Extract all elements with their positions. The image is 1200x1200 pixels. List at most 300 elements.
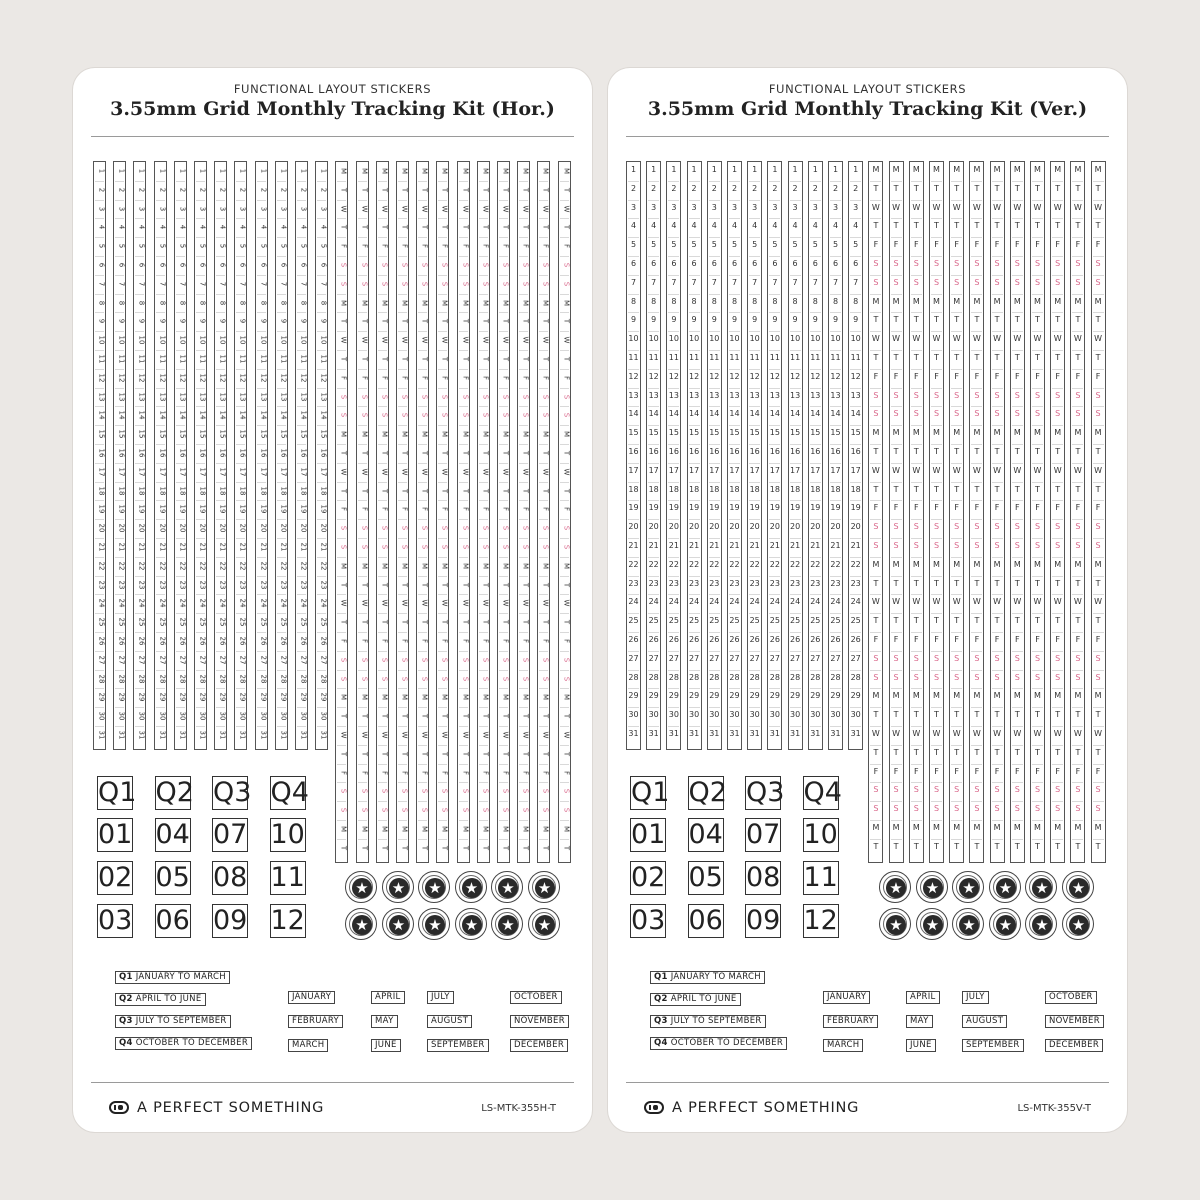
date-cell: 2: [691, 183, 697, 193]
cell-divider: [992, 275, 1003, 276]
weekday-cell: M: [339, 694, 348, 701]
date-cell: 23: [198, 580, 207, 590]
cell-divider: [317, 688, 326, 689]
cell-divider: [499, 651, 508, 652]
weekday-cell: T: [873, 353, 879, 362]
cell-divider: [135, 670, 144, 671]
cell-divider: [398, 688, 407, 689]
weekday-cell: T: [501, 751, 510, 756]
cell-divider: [499, 463, 508, 464]
cell-divider: [931, 839, 942, 840]
date-cell: 27: [749, 653, 760, 663]
cell-divider: [519, 218, 528, 219]
date-cell: 25: [628, 616, 639, 626]
cell-divider: [176, 444, 185, 445]
weekday-cell: M: [993, 691, 1001, 701]
date-cell: 9: [117, 319, 126, 324]
cell-divider: [911, 576, 922, 577]
cell-divider: [216, 670, 225, 671]
weekday-cell: S: [440, 262, 449, 268]
weekday-cell: F: [974, 371, 980, 381]
cell-divider: [398, 256, 407, 257]
date-cell: 27: [299, 655, 308, 665]
date-cell: 16: [238, 448, 247, 458]
cell-divider: [992, 294, 1003, 295]
bottom-divider: [626, 1082, 1109, 1083]
cell-divider: [709, 218, 720, 219]
cell-divider: [95, 557, 104, 558]
weekday-cell: T: [521, 845, 530, 850]
date-cell: 5: [752, 240, 758, 250]
date-cell: 26: [648, 635, 659, 644]
month-name-label: SEPTEMBER: [962, 1039, 1024, 1052]
cell-divider: [689, 557, 700, 558]
cell-divider: [337, 557, 346, 558]
month-name-label: MARCH: [823, 1039, 863, 1052]
cell-divider: [870, 500, 881, 501]
weekday-strip: [929, 161, 944, 863]
date-cell: 2: [299, 187, 308, 193]
month-number-label: 09: [213, 905, 248, 936]
weekday-cell: W: [521, 468, 530, 476]
cell-divider: [1052, 181, 1063, 182]
cell-divider: [628, 275, 639, 276]
cell-divider: [850, 707, 861, 708]
weekday-cell: W: [461, 599, 470, 607]
weekday-cell: T: [1055, 484, 1061, 494]
date-cell: 3: [178, 206, 187, 211]
cell-divider: [951, 764, 962, 765]
weekday-cell: S: [994, 672, 1000, 682]
weekday-cell: T: [521, 488, 530, 493]
cell-divider: [95, 331, 104, 332]
date-cell: 21: [830, 541, 841, 550]
date-cell: 31: [259, 730, 268, 740]
date-cell: 20: [668, 522, 679, 532]
date-cell: 25: [689, 616, 700, 626]
weekday-cell: T: [501, 620, 510, 625]
cell-divider: [257, 181, 266, 182]
cell-divider: [749, 557, 760, 558]
cell-divider: [1052, 726, 1063, 727]
cell-divider: [709, 406, 720, 407]
date-cell: 20: [790, 522, 801, 532]
weekday-cell: W: [1094, 597, 1103, 607]
weekday-cell: W: [1053, 334, 1062, 344]
cell-divider: [176, 463, 185, 464]
cell-divider: [115, 594, 124, 595]
cell-divider: [1052, 801, 1063, 802]
weekday-strip: [1070, 161, 1085, 863]
cell-divider: [1072, 482, 1083, 483]
date-cell: 2: [630, 183, 637, 193]
cell-divider: [115, 425, 124, 426]
weekday-cell: M: [461, 694, 470, 701]
cell-divider: [1032, 331, 1043, 332]
date-cell: 29: [158, 692, 167, 702]
cell-divider: [971, 237, 982, 238]
date-cell: 23: [769, 578, 780, 588]
date-cell: 3: [117, 206, 126, 211]
sheet-subtitle: FUNCTIONAL LAYOUT STICKERS: [768, 82, 967, 96]
cell-divider: [648, 557, 659, 558]
cell-divider: [459, 519, 468, 520]
cell-divider: [749, 576, 760, 577]
weekday-cell: F: [562, 770, 571, 775]
weekday-cell: T: [1055, 578, 1061, 588]
cell-divider: [931, 557, 942, 558]
date-cell: 5: [178, 243, 187, 249]
cell-divider: [317, 181, 326, 182]
cell-divider: [95, 369, 104, 370]
cell-divider: [479, 218, 488, 219]
cell-divider: [277, 576, 286, 577]
cell-divider: [378, 181, 387, 182]
weekday-cell: S: [1095, 785, 1101, 795]
date-cell: 1: [651, 165, 657, 174]
cell-divider: [479, 594, 488, 595]
date-cell: 4: [178, 225, 187, 230]
weekday-cell: F: [420, 244, 429, 249]
weekday-strip: [457, 161, 470, 863]
cell-divider: [709, 237, 720, 238]
date-cell: 19: [830, 503, 841, 513]
weekday-cell: F: [1055, 240, 1060, 250]
date-cell: 4: [711, 221, 717, 231]
date-cell: 3: [731, 202, 738, 212]
cell-divider: [1012, 275, 1023, 276]
date-cell: 18: [218, 486, 227, 496]
weekday-cell: T: [974, 183, 980, 193]
cell-divider: [1072, 500, 1083, 501]
cell-divider: [519, 331, 528, 332]
date-cell: 8: [97, 300, 106, 305]
weekday-cell: W: [1013, 729, 1022, 738]
weekday-cell: M: [872, 559, 880, 569]
weekday-cell: T: [420, 450, 429, 456]
cell-divider: [479, 613, 488, 614]
cell-divider: [378, 444, 387, 445]
star-icon: ★: [425, 878, 445, 898]
weekday-cell: M: [562, 562, 571, 569]
weekday-cell: F: [339, 507, 348, 512]
weekday-cell: M: [481, 694, 490, 701]
date-cell: 2: [218, 187, 227, 193]
cell-divider: [539, 256, 548, 257]
cell-divider: [499, 200, 508, 201]
cell-divider: [337, 670, 346, 671]
weekday-cell: W: [972, 465, 981, 475]
brand-name: [109, 1100, 324, 1116]
weekday-cell: F: [461, 638, 470, 644]
weekday-cell: T: [934, 447, 939, 456]
weekday-cell: M: [1013, 691, 1021, 701]
date-cell: 23: [259, 580, 268, 590]
weekday-cell: T: [501, 187, 510, 192]
cell-divider: [115, 331, 124, 332]
weekday-cell: S: [440, 789, 449, 794]
date-cell: 14: [259, 410, 268, 420]
weekday-cell: S: [1075, 390, 1081, 400]
weekday-cell: T: [521, 319, 530, 324]
date-cell: 28: [238, 674, 247, 684]
cell-divider: [257, 594, 266, 595]
weekday-cell: S: [933, 259, 940, 268]
weekday-cell: T: [501, 450, 510, 456]
weekday-cell: T: [541, 845, 550, 850]
cell-divider: [911, 331, 922, 332]
date-strip: [154, 161, 167, 750]
date-cell: 10: [97, 335, 106, 345]
cell-divider: [277, 369, 286, 370]
cell-divider: [519, 369, 528, 370]
cell-divider: [931, 294, 942, 295]
cell-divider: [176, 707, 185, 708]
cell-divider: [297, 425, 306, 426]
cell-divider: [358, 444, 367, 445]
cell-divider: [216, 237, 225, 238]
weekday-strip: [1091, 161, 1106, 863]
weekday-cell: T: [461, 620, 470, 625]
cell-divider: [1012, 670, 1023, 671]
cell-divider: [992, 256, 1003, 257]
date-cell: 13: [769, 390, 780, 400]
cell-divider: [971, 670, 982, 671]
date-cell: 29: [279, 692, 288, 702]
cell-divider: [499, 350, 508, 351]
quarter-range-label: [115, 993, 206, 1006]
date-cell: 1: [792, 165, 798, 174]
date-cell: 28: [259, 674, 268, 684]
cell-divider: [769, 312, 780, 313]
date-cell: 9: [752, 315, 758, 325]
weekday-strip: [969, 161, 984, 863]
weekday-cell: S: [873, 785, 879, 795]
cell-divider: [1093, 444, 1104, 445]
cell-divider: [236, 256, 245, 257]
cell-divider: [1032, 670, 1043, 671]
cell-divider: [277, 538, 286, 539]
weekday-cell: S: [380, 262, 389, 268]
cell-divider: [459, 181, 468, 182]
cell-divider: [1072, 726, 1083, 727]
date-cell: 2: [671, 183, 677, 193]
date-cell: 22: [158, 561, 167, 571]
cell-divider: [870, 801, 881, 802]
cell-divider: [931, 500, 942, 501]
cell-divider: [196, 576, 205, 577]
star-icon: ★: [923, 878, 943, 898]
date-cell: 1: [832, 165, 839, 174]
weekday-cell: F: [994, 371, 1000, 381]
cell-divider: [790, 350, 801, 351]
cell-divider: [911, 651, 922, 652]
cell-divider: [870, 707, 881, 708]
date-cell: 24: [749, 597, 760, 607]
cell-divider: [479, 444, 488, 445]
weekday-cell: S: [1034, 277, 1041, 287]
weekday-cell: W: [380, 336, 389, 344]
cell-divider: [729, 594, 740, 595]
date-cell: 30: [648, 710, 659, 720]
cell-divider: [870, 218, 881, 219]
cell-divider: [1032, 538, 1043, 539]
weekday-cell: T: [420, 620, 429, 625]
date-cell: 28: [709, 672, 720, 682]
cell-divider: [216, 444, 225, 445]
date-cell: 17: [689, 465, 700, 475]
weekday-cell: T: [541, 751, 550, 756]
date-cell: 16: [810, 447, 821, 456]
cell-divider: [769, 218, 780, 219]
weekday-cell: S: [893, 672, 899, 682]
cell-divider: [850, 613, 861, 614]
cell-divider: [236, 594, 245, 595]
cell-divider: [176, 256, 185, 257]
cell-divider: [216, 651, 225, 652]
cell-divider: [1093, 613, 1104, 614]
cell-divider: [115, 632, 124, 633]
weekday-cell: S: [873, 804, 879, 814]
date-cell: 13: [729, 390, 740, 400]
cell-divider: [418, 237, 427, 238]
weekday-cell: F: [873, 635, 879, 644]
cell-divider: [1093, 350, 1104, 351]
cell-divider: [1093, 632, 1104, 633]
weekday-cell: M: [1074, 559, 1082, 569]
weekday-cell: T: [541, 714, 550, 719]
cell-divider: [297, 538, 306, 539]
cell-divider: [438, 218, 447, 219]
date-cell: 29: [117, 692, 126, 702]
cell-divider: [931, 670, 942, 671]
weekday-cell: M: [420, 825, 429, 833]
cell-divider: [196, 688, 205, 689]
cell-divider: [810, 651, 821, 652]
cell-divider: [628, 726, 639, 727]
date-cell: 22: [97, 561, 106, 571]
month-number-label: 08: [746, 862, 781, 893]
cell-divider: [891, 388, 902, 389]
weekday-cell: M: [1094, 296, 1102, 306]
cell-divider: [438, 350, 447, 351]
cell-divider: [1012, 294, 1023, 295]
cell-divider: [378, 651, 387, 652]
date-cell: 25: [319, 617, 328, 627]
cell-divider: [992, 200, 1003, 201]
cell-divider: [560, 200, 569, 201]
date-cell: 23: [790, 578, 801, 588]
cell-divider: [257, 651, 266, 652]
date-cell: 21: [319, 542, 328, 552]
date-cell: 31: [299, 730, 308, 740]
weekday-cell: S: [380, 544, 389, 550]
cell-divider: [317, 200, 326, 201]
cell-divider: [1052, 425, 1063, 426]
quarter-range-text: JULY TO SEPTEMBER: [135, 1016, 227, 1026]
cell-divider: [499, 275, 508, 276]
date-cell: 17: [850, 465, 861, 475]
weekday-strip: [517, 161, 530, 863]
cell-divider: [769, 425, 780, 426]
cell-divider: [628, 632, 639, 633]
cell-divider: [790, 388, 801, 389]
cell-divider: [297, 500, 306, 501]
weekday-cell: S: [954, 522, 960, 532]
weekday-cell: W: [501, 205, 510, 213]
cell-divider: [810, 557, 821, 558]
cell-divider: [870, 519, 881, 520]
cell-divider: [156, 369, 165, 370]
weekday-cell: T: [1075, 183, 1081, 193]
star-sticker: [382, 871, 414, 903]
date-cell: 6: [158, 262, 167, 268]
cell-divider: [519, 275, 528, 276]
date-cell: 9: [772, 315, 778, 325]
cell-divider: [236, 688, 245, 689]
weekday-cell: S: [521, 394, 530, 399]
star-icon: ★: [352, 878, 372, 898]
weekday-cell: M: [973, 296, 981, 306]
cell-divider: [317, 256, 326, 257]
weekday-cell: S: [360, 657, 369, 663]
date-cell: 7: [772, 277, 778, 287]
weekday-cell: M: [872, 296, 880, 306]
cell-divider: [519, 237, 528, 238]
cell-divider: [499, 369, 508, 370]
weekday-cell: S: [541, 544, 550, 550]
cell-divider: [337, 500, 346, 501]
cell-divider: [870, 745, 881, 746]
date-cell: 23: [689, 578, 700, 588]
quarter-range-label: [115, 1037, 252, 1050]
date-cell: 24: [810, 597, 821, 607]
weekday-strip: [356, 161, 369, 863]
cell-divider: [560, 519, 569, 520]
cell-divider: [911, 425, 922, 426]
cell-divider: [459, 745, 468, 746]
weekday-cell: T: [521, 751, 530, 756]
cell-divider: [1052, 482, 1063, 483]
date-cell: 21: [218, 542, 227, 552]
date-cell: 11: [178, 354, 187, 364]
cell-divider: [196, 726, 205, 727]
weekday-cell: S: [913, 390, 919, 400]
weekday-cell: F: [1055, 503, 1060, 513]
weekday-cell: S: [893, 522, 899, 532]
cell-divider: [196, 406, 205, 407]
cell-divider: [317, 726, 326, 727]
cell-divider: [992, 782, 1003, 783]
date-cell: 8: [198, 300, 207, 305]
star-icon: ★: [389, 878, 409, 898]
cell-divider: [1012, 745, 1023, 746]
cell-divider: [850, 463, 861, 464]
cell-divider: [648, 538, 659, 539]
date-cell: 17: [178, 467, 187, 477]
date-cell: 30: [279, 711, 288, 721]
weekday-cell: S: [913, 785, 919, 795]
weekday-cell: T: [481, 319, 490, 324]
cell-divider: [438, 256, 447, 257]
weekday-cell: F: [934, 503, 939, 513]
cell-divider: [196, 312, 205, 313]
cell-divider: [156, 651, 165, 652]
cell-divider: [95, 218, 104, 219]
date-cell: 23: [830, 578, 841, 588]
cell-divider: [479, 651, 488, 652]
date-cell: 15: [178, 429, 187, 439]
